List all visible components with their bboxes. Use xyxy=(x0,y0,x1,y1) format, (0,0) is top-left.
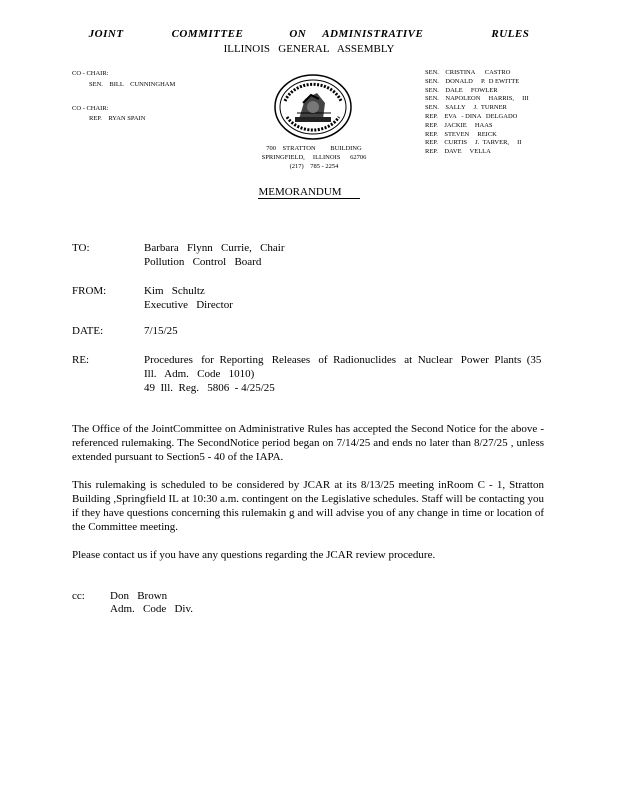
members-list xyxy=(425,69,529,157)
member-entry: REP. EVA - DINA DELGADO xyxy=(425,112,518,120)
re-line: Ill. Adm. Code 1010) xyxy=(144,368,255,380)
member-entry: SEN. SALLY J. TURNER xyxy=(425,104,507,112)
assembly-subtitle: ILLINOIS GENERAL ASSEMBLY xyxy=(223,43,395,55)
title-word: COMMITTEE xyxy=(171,28,244,40)
re-line: 49 Ill. Reg. 5806 - 4/25/25 xyxy=(144,382,275,394)
from-name: Kim Schultz xyxy=(144,285,205,297)
re-value xyxy=(144,353,544,395)
to-label: TO: xyxy=(72,242,90,254)
title-word: ADMINISTRATIVE xyxy=(322,28,424,40)
to-name: Barbara Flynn Currie, Chair xyxy=(144,242,285,254)
to-org: Pollution Control Board xyxy=(144,256,262,268)
member-entry: REP. JACKIE HAAS xyxy=(425,121,493,129)
co-chairs-block xyxy=(72,70,175,124)
body-paragraph: This rulemaking is scheduled to be considered by JCAR at its 8/13/25 meeting inRoom C - 1, Stratton Building ,Springfield IL at 10:30 a.m. contingent on the Legislative schedules. Staff will be contacting you if they have questions concerning this rulemakin g and will advise you of any change in time or location of the Committee meeting. xyxy=(72,479,544,533)
member-entry: SEN. DONALD P. D EWITTE xyxy=(425,77,520,85)
co-chair-name: REP. RYAN SPAIN xyxy=(89,115,146,123)
member-entry: SEN. NAPOLEON HARRIS, III xyxy=(425,95,529,103)
address-line: SPRINGFIELD, ILLINOIS 62706 xyxy=(261,153,367,161)
cc-label: cc: xyxy=(72,590,85,602)
cc-name: Don Brown xyxy=(110,590,168,602)
address-line: (217) 785 - 2254 xyxy=(289,162,339,170)
member-entry: REP. STEVEN REICK xyxy=(425,130,497,138)
title-word: JOINT xyxy=(88,28,124,40)
body-paragraph: The Office of the JointCommittee on Administrative Rules has accepted the Second Notice for the above - referenced rulemaking. The SecondNotice period began on 7/14/25 and ends no later than 8/27/25 , unless extended pursuant to Section5 - 40 of the IAPA. xyxy=(72,423,544,463)
from-value xyxy=(144,284,233,312)
co-chair-name: SEN. BILL CUNNINGHAM xyxy=(89,80,176,88)
address-line: 700 STRATTON BUILDING xyxy=(266,145,362,152)
title-word: ON xyxy=(289,28,307,40)
co-chair-label: CO - CHAIR: xyxy=(72,70,109,77)
date-value: 7/15/25 xyxy=(144,325,178,337)
co-chair-label: CO - CHAIR: xyxy=(72,104,109,112)
memo-title xyxy=(0,186,618,198)
re-line: Procedures for Reporting Releases of Radionuclides at Nuclear Power Plants (35 xyxy=(144,354,542,366)
from-title: Executive Director xyxy=(144,299,233,311)
cc-value xyxy=(110,590,193,616)
re-label: RE: xyxy=(72,354,90,366)
committee-address xyxy=(250,145,378,171)
body-paragraph: Please contact us if you have any questions regarding the JCAR review procedure. xyxy=(72,549,436,561)
title-word: RULES xyxy=(491,28,530,40)
committee-title xyxy=(0,28,618,40)
cc-dept: Adm. Code Div. xyxy=(110,603,194,615)
from-label: FROM: xyxy=(72,285,107,297)
to-value xyxy=(144,241,285,269)
date-label: DATE: xyxy=(72,325,104,337)
member-entry: REP. DAVE VELLA xyxy=(425,148,491,156)
state-seal-icon xyxy=(273,73,353,141)
member-entry: SEN. CRISTINA CASTRO xyxy=(425,69,511,76)
member-entry: SEN. DALE FOWLER xyxy=(425,86,498,94)
member-entry: REP. CURTIS J. TARVER, II xyxy=(425,139,522,147)
memo-title-text: MEMORANDUM xyxy=(258,186,359,199)
